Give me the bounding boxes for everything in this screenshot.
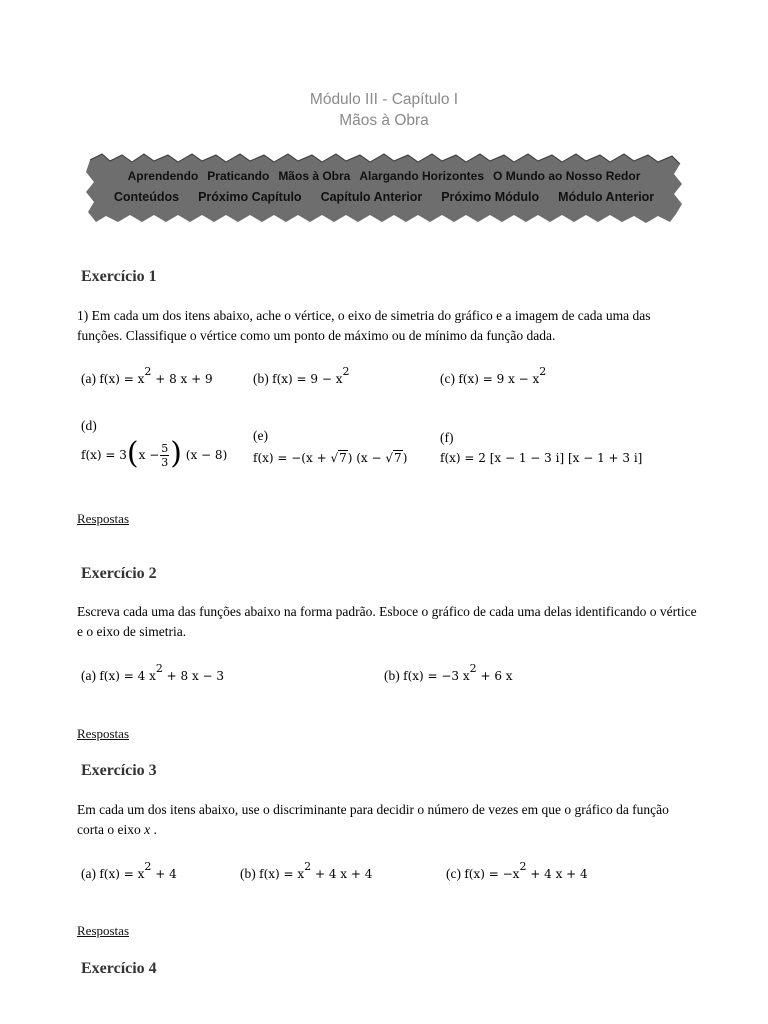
navigation-banner xyxy=(84,152,684,224)
nav-link-maos-a-obra[interactable]: Mãos à Obra xyxy=(278,169,351,183)
exercise-2-item-a: (a) f(x) = 4 $x^2 + 8$ x − 3 xyxy=(81,662,225,683)
nav-link-alargando-horizontes[interactable]: Alargando Horizontes xyxy=(359,169,485,183)
nav-link-o-mundo-ao-nosso-redor[interactable]: O Mundo ao Nosso Redor xyxy=(493,169,641,183)
exercise-1-item-a: (a) $f(x) = x^2 + 8$ x + 9 xyxy=(81,365,213,386)
exercise-3-item-b: (b) $f(x) = x^2 + 4$ x + 4 xyxy=(240,860,373,881)
exercise-3-statement: Em cada um dos itens abaixo, use o discriminante para decidir o número de vezes em que o gráfico da função corta o eixo x . xyxy=(77,802,669,837)
exercise-3-item-c: (c) $f(x) = -x^2 + 4$ x + 4 xyxy=(446,860,588,881)
exercise-1-item-e-label: (e) xyxy=(253,428,268,443)
exercise-2-title: Exercício 2 xyxy=(81,565,157,582)
exercise-1-title: Exercício 1 xyxy=(81,268,157,285)
exercise-4-title: Exercício 4 xyxy=(81,960,157,977)
exercise-1-statement: 1) Em cada um dos itens abaixo, ache o vértice, o eixo de simetria do gráfico e a imagem de cada uma das funções. Classifique o vértice como um ponto de máximo ou de mínimo da função dada. xyxy=(77,308,651,343)
section-subtitle: Mãos à Obra xyxy=(339,112,429,129)
exercise-3-title: Exercício 3 xyxy=(81,762,157,779)
page-header xyxy=(0,89,768,131)
module-chapter-title: Módulo III - Capítulo I xyxy=(309,91,459,108)
exercise-3-item-a: (a) $f(x) = x^2 + 4$ xyxy=(81,860,177,881)
exercise-2-statement: Escreva cada uma das funções abaixo na forma padrão. Esboce o gráfico de cada uma delas identificando o vértice e o eixo de simetria. xyxy=(77,604,697,639)
nav-row-navigation xyxy=(84,190,684,204)
exercise-1-item-d: f(x) = 3(x − $\frac{5}{3}$ ) (x − 8) xyxy=(81,435,228,471)
exercise-1-item-f-label: (f) xyxy=(440,430,454,445)
respostas-link-2[interactable]: Respostas xyxy=(77,726,129,741)
nav-link-proximo-modulo[interactable]: Próximo Módulo xyxy=(441,190,540,204)
exercise-1-item-d-label: (d) xyxy=(81,418,97,433)
torn-paper-banner-shape xyxy=(84,152,684,224)
nav-link-praticando[interactable]: Praticando xyxy=(207,169,270,183)
exercise-1-item-b: (b) $f(x) = 9 - x^2$ xyxy=(253,365,350,386)
nav-row-sections xyxy=(84,169,684,183)
respostas-link-3[interactable]: Respostas xyxy=(77,923,129,938)
exercise-1-item-c: (c) f(x) = 9 $x - x^2$ xyxy=(440,365,547,386)
nav-link-aprendendo[interactable]: Aprendendo xyxy=(127,169,199,183)
nav-link-capitulo-anterior[interactable]: Capítulo Anterior xyxy=(320,190,423,204)
exercise-1-item-e: f(x) = −(x + √7) (x − √7) xyxy=(253,451,408,465)
exercise-1-item-f: f(x) = 2 [x − 1 − 3 i] [x − 1 + 3 i] xyxy=(440,451,643,465)
nav-link-conteudos[interactable]: Conteúdos xyxy=(113,190,180,204)
respostas-link-1[interactable]: Respostas xyxy=(77,511,129,526)
exercise-2-item-b: (b) f(x) = −3 $x^2 + 6$ x xyxy=(384,662,513,683)
nav-link-modulo-anterior[interactable]: Módulo Anterior xyxy=(558,190,655,204)
nav-link-proximo-capitulo[interactable]: Próximo Capítulo xyxy=(198,190,302,204)
